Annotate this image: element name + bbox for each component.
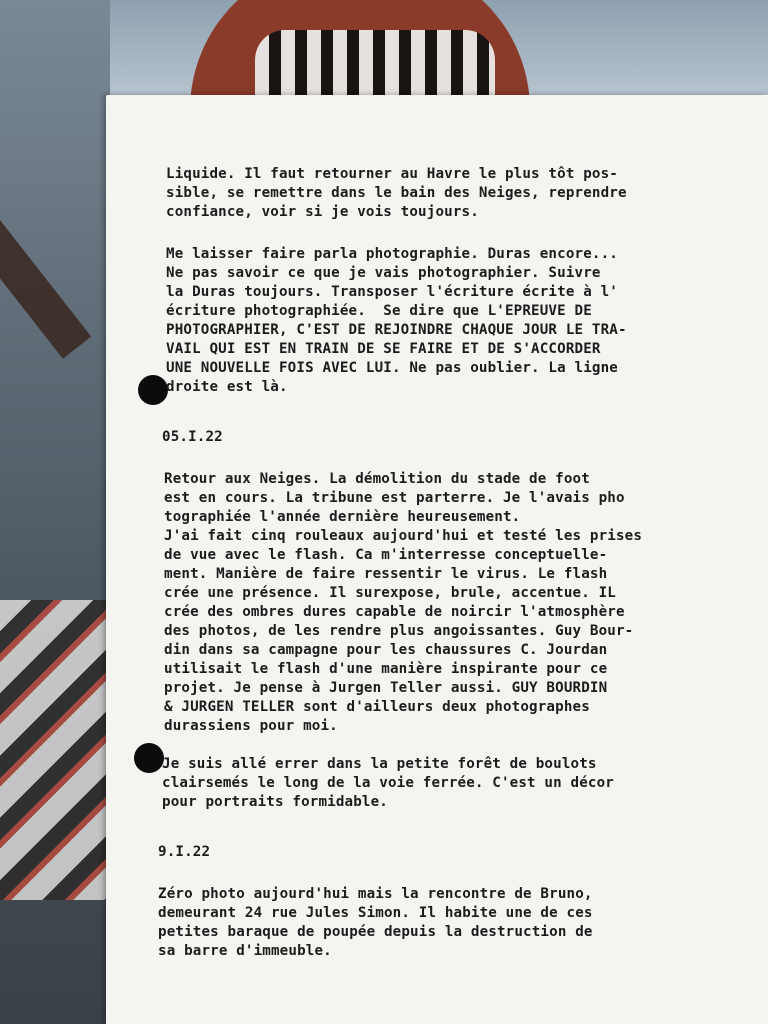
- line: confiance, voir si je vois toujours.: [166, 204, 479, 220]
- line: petites baraque de poupée depuis la destruction de: [158, 924, 593, 940]
- line: droite est là.: [166, 379, 288, 395]
- line: Ne pas savoir ce que je vais photographier. Suivre: [166, 265, 601, 281]
- line: utilisait le flash d'une manière inspirante pour ce: [164, 661, 608, 677]
- line: demeurant 24 rue Jules Simon. Il habite une de ces: [158, 905, 593, 921]
- line: sa barre d'immeuble.: [158, 943, 332, 959]
- line: est en cours. La tribune est parterre. Je l'avais pho: [164, 490, 625, 506]
- line: UNE NOUVELLE FOIS AVEC LUI. Ne pas oublier. La ligne: [166, 360, 618, 376]
- line: Retour aux Neiges. La démolition du stade de foot: [164, 471, 590, 487]
- background-barrier-tape: [0, 600, 110, 900]
- line: crée une présence. Il surexpose, brule, accentue. IL: [164, 585, 616, 601]
- date-label: 9.I.22: [158, 844, 211, 860]
- background-hood-pattern: [255, 30, 495, 100]
- line: tographiée l'année dernière heureusement.: [164, 509, 521, 525]
- date-label: 05.I.22: [162, 429, 223, 445]
- line: Me laisser faire parla photographie. Duras encore...: [166, 246, 618, 262]
- line: & JURGEN TELLER sont d'ailleurs deux photographes: [164, 699, 590, 715]
- line: sible, se remettre dans le bain des Neiges, reprendre: [166, 185, 627, 201]
- line: projet. Je pense à Jurgen Teller aussi. GUY BOURDIN: [164, 680, 608, 696]
- line: écriture photographiée. Se dire que L'EPREUVE DE: [166, 303, 592, 319]
- paragraph-1: [166, 165, 627, 222]
- line: ment. Manière de faire ressentir le virus. Le flash: [164, 566, 608, 582]
- line: la Duras toujours. Transposer l'écriture écrite à l': [166, 284, 618, 300]
- line: Je suis allé errer dans la petite forêt de boulots: [162, 756, 597, 772]
- paragraph-2: [166, 245, 627, 397]
- line: clairsemés le long de la voie ferrée. C'est un décor: [162, 775, 614, 791]
- line: VAIL QUI EST EN TRAIN DE SE FAIRE ET DE S'ACCORDER: [166, 341, 601, 357]
- line: de vue avec le flash. Ca m'interresse conceptuelle-: [164, 547, 608, 563]
- line: crée des ombres dures capable de noircir l'atmosphère: [164, 604, 625, 620]
- typewritten-page: [106, 95, 768, 1024]
- line: PHOTOGRAPHIER, C'EST DE REJOINDRE CHAQUE JOUR LE TRA-: [166, 322, 627, 338]
- punch-hole-bottom: [134, 743, 164, 773]
- line: pour portraits formidable.: [162, 794, 388, 810]
- line: Zéro photo aujourd'hui mais la rencontre de Bruno,: [158, 886, 593, 902]
- line: din dans sa campagne pour les chaussures C. Jourdan: [164, 642, 608, 658]
- line: J'ai fait cinq rouleaux aujourd'hui et testé les prises: [164, 528, 643, 544]
- punch-hole-top: [138, 375, 168, 405]
- date-heading-2: [158, 843, 210, 862]
- line: Liquide. Il faut retourner au Havre le plus tôt pos-: [166, 166, 618, 182]
- line: durassiens pour moi.: [164, 718, 338, 734]
- date-heading-1: [162, 428, 223, 447]
- paragraph-5: [158, 885, 593, 961]
- paragraph-4: [162, 755, 614, 812]
- paragraph-3: [164, 470, 642, 736]
- line: des photos, de les rendre plus angoissantes. Guy Bour-: [164, 623, 634, 639]
